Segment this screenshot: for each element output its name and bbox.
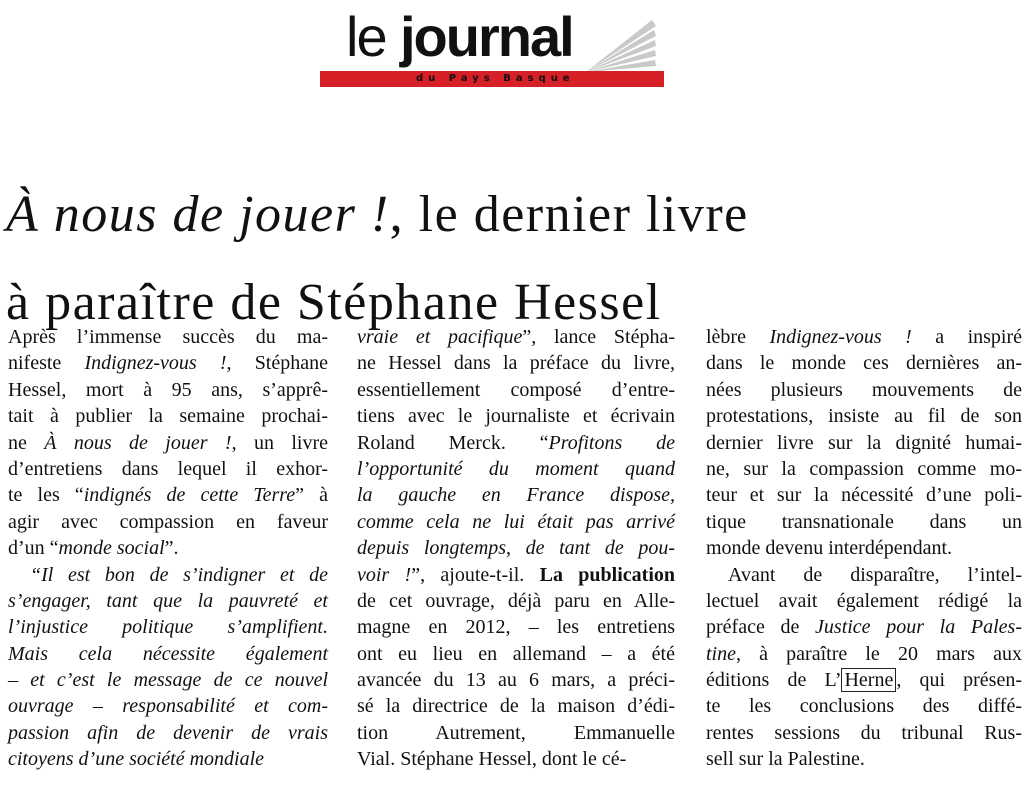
text-line: Mais cela nécessite également bbox=[8, 642, 328, 665]
text-line: “Il est bon de s’indigner et de bbox=[30, 563, 328, 586]
text-line: magne en 2012, – les entretiens bbox=[357, 616, 675, 639]
headline-line-2: à paraître de Stéphane Hessel bbox=[6, 273, 662, 331]
text-line: de cet ouvrage, déjà paru en Alle- bbox=[357, 589, 675, 612]
text-line: lectuel avait également rédigé la bbox=[706, 589, 1022, 612]
text-line: lèbre Indignez-vous ! a inspiré bbox=[706, 326, 1022, 348]
text-line: depuis longtemps, de tant de pou- bbox=[357, 537, 675, 560]
text-line: te les “indignés de cette Terre” à bbox=[8, 484, 328, 507]
text-line: éditions de L’ Herne , qui présen- bbox=[706, 669, 1022, 692]
text-line: citoyens d’une société mondiale bbox=[8, 748, 265, 771]
text-line: te les conclusions des diffé- bbox=[706, 695, 1022, 718]
text-line: Vial. Stéphane Hessel, dont le cé- bbox=[357, 748, 627, 771]
text-line: vraie et pacifique”, lance Stépha- bbox=[357, 326, 675, 348]
masthead-le: le bbox=[346, 5, 386, 68]
article-column-3 bbox=[706, 324, 1022, 773]
text-line: Après l’immense succès du ma- bbox=[8, 326, 328, 348]
text-line: monde devenu interdépendant. bbox=[706, 537, 953, 560]
text-line: l’opportunité du moment quand bbox=[357, 457, 675, 480]
text-line: rentes sessions du tribunal Rus- bbox=[706, 721, 1022, 744]
text-line: Hessel, mort à 95 ans, s’apprê- bbox=[8, 378, 328, 401]
article-column-2 bbox=[357, 324, 675, 773]
text-line: préface de Justice pour la Pales- bbox=[706, 616, 1022, 639]
text-line: l’injustice politique s’amplifient. bbox=[8, 616, 328, 639]
text-line: tiens avec le journaliste et écrivain bbox=[357, 405, 675, 428]
text-line: voir !”, ajoute-t-il. La publication bbox=[357, 563, 675, 586]
headline-line-1 bbox=[6, 171, 1021, 259]
headline-line-1-rest: , le dernier livre bbox=[389, 185, 749, 243]
text-line: comme cela ne lui était pas arrivé bbox=[357, 510, 675, 533]
text-line: tine, à paraître le 20 mars aux bbox=[706, 642, 1022, 665]
text-line: – et c’est le message de ce nouvel bbox=[8, 669, 328, 692]
text-line: teur et sur la nécessité d’une poli- bbox=[706, 484, 1022, 507]
article-column-1 bbox=[8, 324, 328, 773]
text-line: dernier livre sur la dignité humai- bbox=[706, 431, 1022, 454]
text-line: avancée du 13 au 6 mars, a préci- bbox=[357, 669, 675, 692]
fan-logo-icon bbox=[582, 16, 658, 74]
text-line: ouvrage – responsabilité et com- bbox=[8, 695, 328, 718]
text-line: tique transnationale dans un bbox=[706, 510, 1022, 533]
text-line: d’un “monde social”. bbox=[8, 537, 179, 560]
text-line: ont eu lieu en allemand – a été bbox=[357, 642, 675, 665]
text-line: ne Hessel dans la préface du livre, bbox=[357, 352, 675, 375]
masthead bbox=[320, 5, 664, 84]
text-line: dans le monde ces dernières an- bbox=[706, 352, 1022, 375]
text-line: agir avec compassion en faveur bbox=[8, 510, 328, 533]
masthead-journal: journal bbox=[400, 5, 573, 68]
text-line: essentiellement composé d’entre- bbox=[357, 378, 675, 401]
text-line: tait à publier la semaine prochai- bbox=[8, 405, 328, 428]
text-line: protestations, insiste au fil de son bbox=[706, 405, 1022, 428]
text-line: nées plusieurs mouvements de bbox=[706, 378, 1022, 401]
text-line: d’entretiens dans lequel il exhor- bbox=[8, 457, 328, 480]
masthead-subtitle: du Pays Basque bbox=[416, 73, 575, 84]
headline bbox=[6, 171, 1021, 347]
text-line: ne À nous de jouer !, un livre bbox=[8, 431, 328, 454]
text-line: Avant de disparaître, l’intel- bbox=[728, 563, 1022, 586]
headline-italic-title: À nous de jouer ! bbox=[6, 185, 390, 243]
text-line: nifeste Indignez-vous !, Stéphane bbox=[8, 352, 328, 375]
text-line: sell sur la Palestine. bbox=[706, 748, 865, 771]
text-line: ne, sur la compassion comme mo- bbox=[706, 457, 1022, 480]
text-line: Roland Merck. “Profitons de bbox=[357, 431, 675, 454]
text-line: la gauche en France dispose, bbox=[357, 484, 675, 507]
boxed-word: Herne bbox=[841, 668, 896, 692]
text-line: s’engager, tant que la pauvreté et bbox=[8, 589, 328, 612]
text-line: passion afin de devenir de vrais bbox=[8, 721, 328, 744]
text-line: sé la directrice de la maison d’édi- bbox=[357, 695, 675, 718]
text-line: tion Autrement, Emmanuelle bbox=[357, 721, 675, 744]
